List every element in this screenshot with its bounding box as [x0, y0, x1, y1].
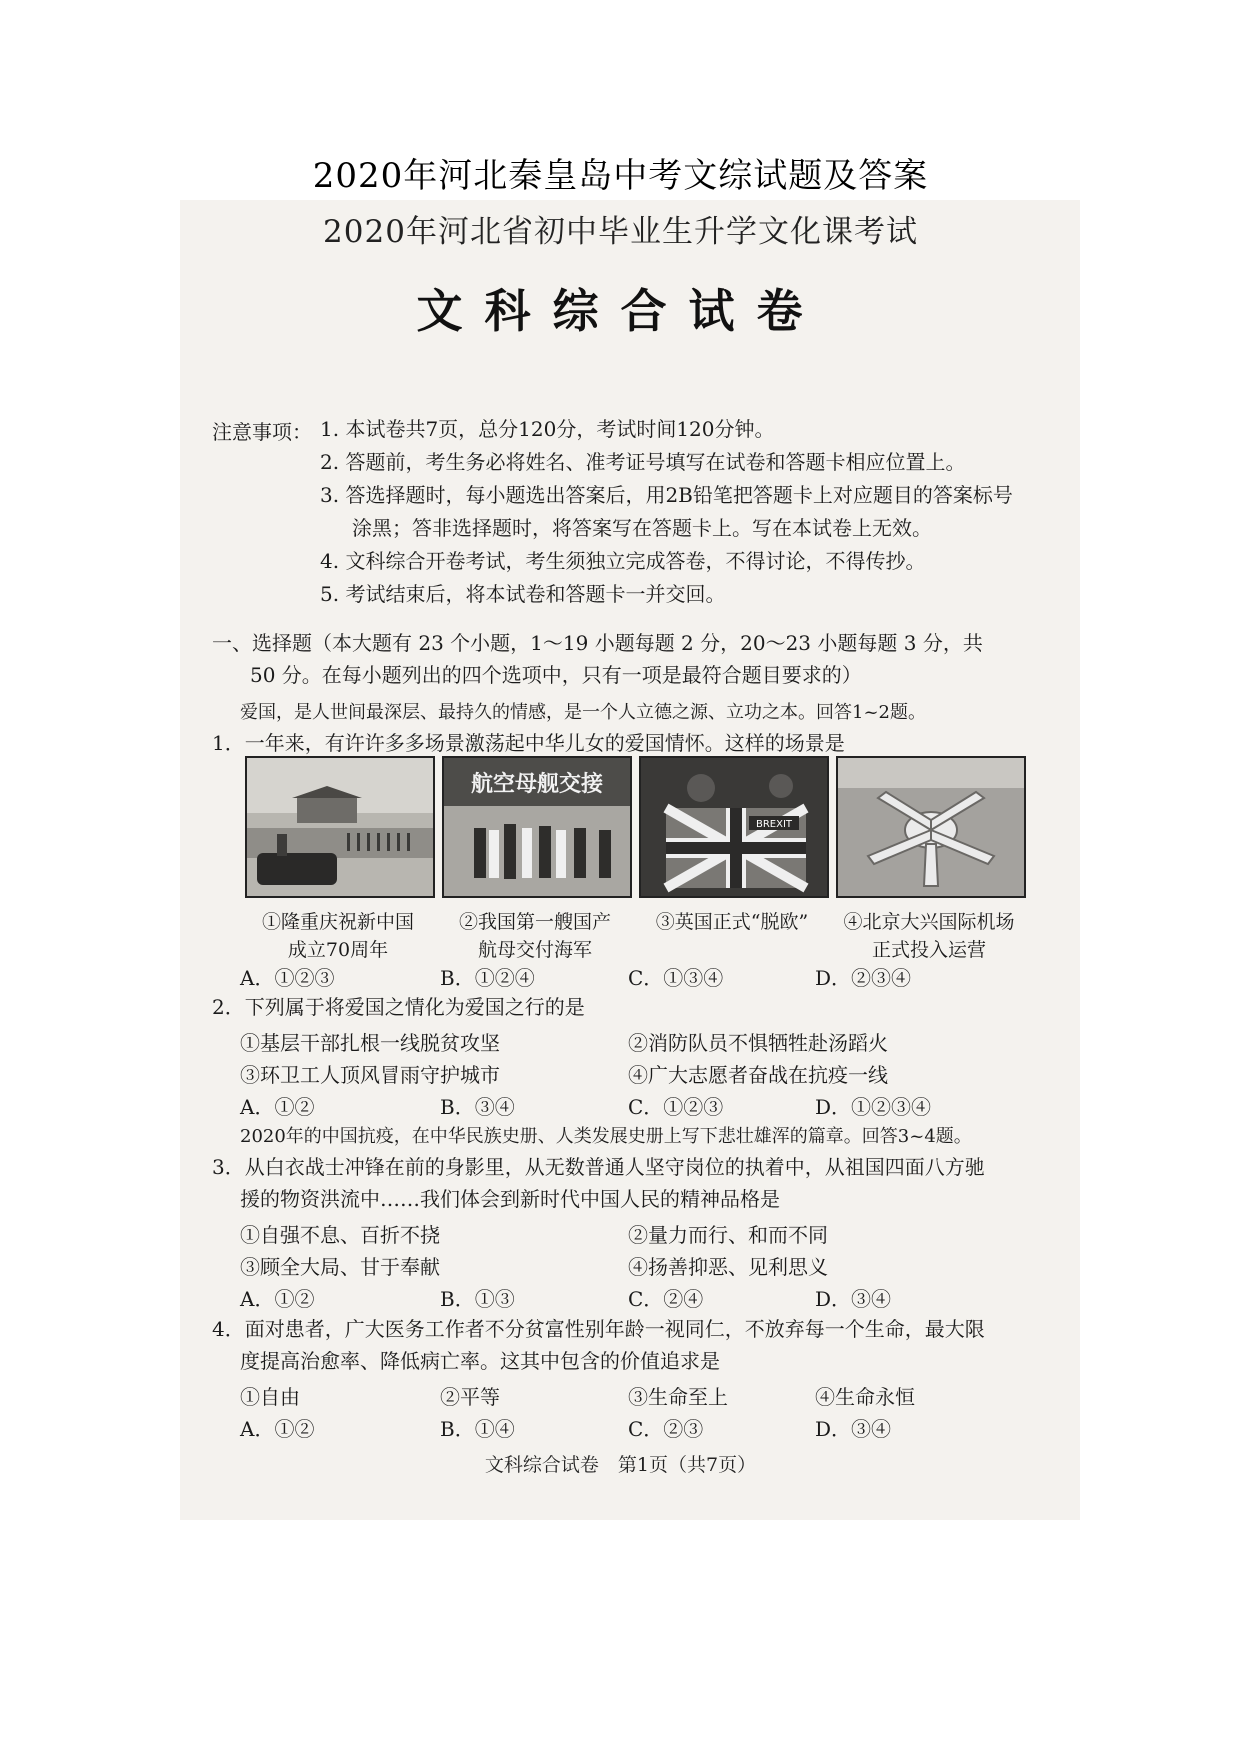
q3-item-2: ②量力而行、和而不同: [628, 1223, 828, 1247]
photo-flag-text: BREXIT: [755, 819, 793, 830]
q4-option-c: C．②③: [628, 1417, 704, 1441]
q1-option-d: D．②③④: [815, 966, 912, 990]
notice-label: 注意事项：: [212, 420, 312, 444]
photo-national-day-parade: [245, 756, 435, 898]
question-3-stem: 3．从白衣战士冲锋在前的身影里，从无数普通人坚守岗位的执着中，从祖国四面八方驰: [212, 1155, 985, 1179]
q4-item-4: ④生命永恒: [815, 1385, 915, 1409]
q3-option-c: C．②④: [628, 1287, 704, 1311]
q4-option-b: B．①④: [440, 1417, 515, 1441]
document-title: 2020年河北秦皇岛中考文综试题及答案: [312, 156, 929, 196]
photo-daxing-airport: [836, 756, 1026, 898]
q1-option-c: C．①③④: [628, 966, 724, 990]
photo-overlay-text: 航空母舰交接: [470, 772, 604, 797]
photo-caption-1: ①隆重庆祝新中国 成立70周年: [261, 911, 414, 961]
q3-option-b: B．①③: [440, 1287, 515, 1311]
photo-brexit: [639, 756, 829, 898]
q4-item-3: ③生命至上: [628, 1385, 728, 1409]
notice-item: 3. 答选择题时，每小题选出答案后，用2B铅笔把答题卡上对应题目的答案标号: [320, 483, 1013, 507]
page-footer: 文科综合试卷 第1页（共7页）: [484, 1454, 757, 1476]
q2-option-d: D．①②③④: [815, 1095, 932, 1119]
question-4-stem-cont: 度提高治愈率、降低病亡率。这其中包含的价值追求是: [240, 1349, 720, 1373]
q2-item-4: ④广大志愿者奋战在抗疫一线: [628, 1063, 888, 1087]
section-heading-cont: 50 分。在每小题列出的四个选项中，只有一项是最符合题目要求的）: [250, 663, 862, 687]
photo-caption-4: ④北京大兴国际机场 正式投入运营: [843, 911, 1015, 961]
q4-item-1: ①自由: [240, 1385, 300, 1409]
q2-option-b: B．③④: [440, 1095, 515, 1119]
q1-option-a: A．①②③: [240, 966, 335, 990]
notice-item: 5. 考试结束后，将本试卷和答题卡一并交回。: [320, 582, 726, 606]
q3-item-1: ①自强不息、百折不挠: [240, 1223, 440, 1247]
exam-main-title: 文科综合试卷: [416, 284, 825, 338]
question-1-stem: 1．一年来，有许许多多场景激荡起中华儿女的爱国情怀。这样的场景是: [212, 731, 845, 755]
q3-item-3: ③顾全大局、甘于奉献: [240, 1255, 440, 1279]
question-3-stem-cont: 援的物资洪流中……我们体会到新时代中国人民的精神品格是: [240, 1187, 780, 1211]
q4-option-d: D．③④: [815, 1417, 892, 1441]
q2-item-1: ①基层干部扎根一线脱贫攻坚: [240, 1031, 500, 1055]
photo-caption-3: ③英国正式“脱欧”: [655, 911, 809, 933]
q2-option-a: A．①②: [240, 1095, 315, 1119]
photo-aircraft-carrier-handover: [442, 756, 632, 898]
q2-option-c: C．①②③: [628, 1095, 724, 1119]
question-2-stem: 2．下列属于将爱国之情化为爱国之行的是: [212, 995, 585, 1019]
q3-option-a: A．①②: [240, 1287, 315, 1311]
question-intro: 爱国，是人世间最深层、最持久的情感，是一个人立德之源、立功之本。回答1~2题。: [240, 702, 926, 723]
q4-item-2: ②平等: [440, 1385, 500, 1409]
notice-item: 涂黑；答非选择题时，将答案写在答题卡上。写在本试卷上无效。: [352, 516, 932, 540]
question-4-stem: 4．面对患者，广大医务工作者不分贫富性别年龄一视同仁，不放弃每一个生命，最大限: [212, 1317, 985, 1341]
exam-subtitle: 2020年河北省初中毕业生升学文化课考试: [323, 214, 918, 250]
q1-option-b: B．①②④: [440, 966, 535, 990]
q4-option-a: A．①②: [240, 1417, 315, 1441]
notice-item: 2. 答题前，考生务必将姓名、准考证号填写在试卷和答题卡相应位置上。: [320, 450, 966, 474]
question-intro-2: 2020年的中国抗疫，在中华民族史册、人类发展史册上写下悲壮雄浑的篇章。回答3~4题。: [240, 1126, 972, 1147]
q2-item-3: ③环卫工人顶风冒雨守护城市: [240, 1063, 500, 1087]
q3-item-4: ④扬善抑恶、见利思义: [628, 1255, 828, 1279]
photo-caption-2: ②我国第一艘国产 航母交付海军: [458, 911, 611, 961]
notice-item: 1. 本试卷共7页，总分120分，考试时间120分钟。: [320, 417, 775, 441]
notice-item: 4. 文科综合开卷考试，考生须独立完成答卷，不得讨论，不得传抄。: [320, 549, 926, 573]
q3-option-d: D．③④: [815, 1287, 892, 1311]
section-heading: 一、选择题（本大题有 23 个小题，1～19 小题每题 2 分，20～23 小题每题 3 分，共: [212, 631, 983, 655]
q2-item-2: ②消防队员不惧牺牲赴汤蹈火: [628, 1031, 888, 1055]
